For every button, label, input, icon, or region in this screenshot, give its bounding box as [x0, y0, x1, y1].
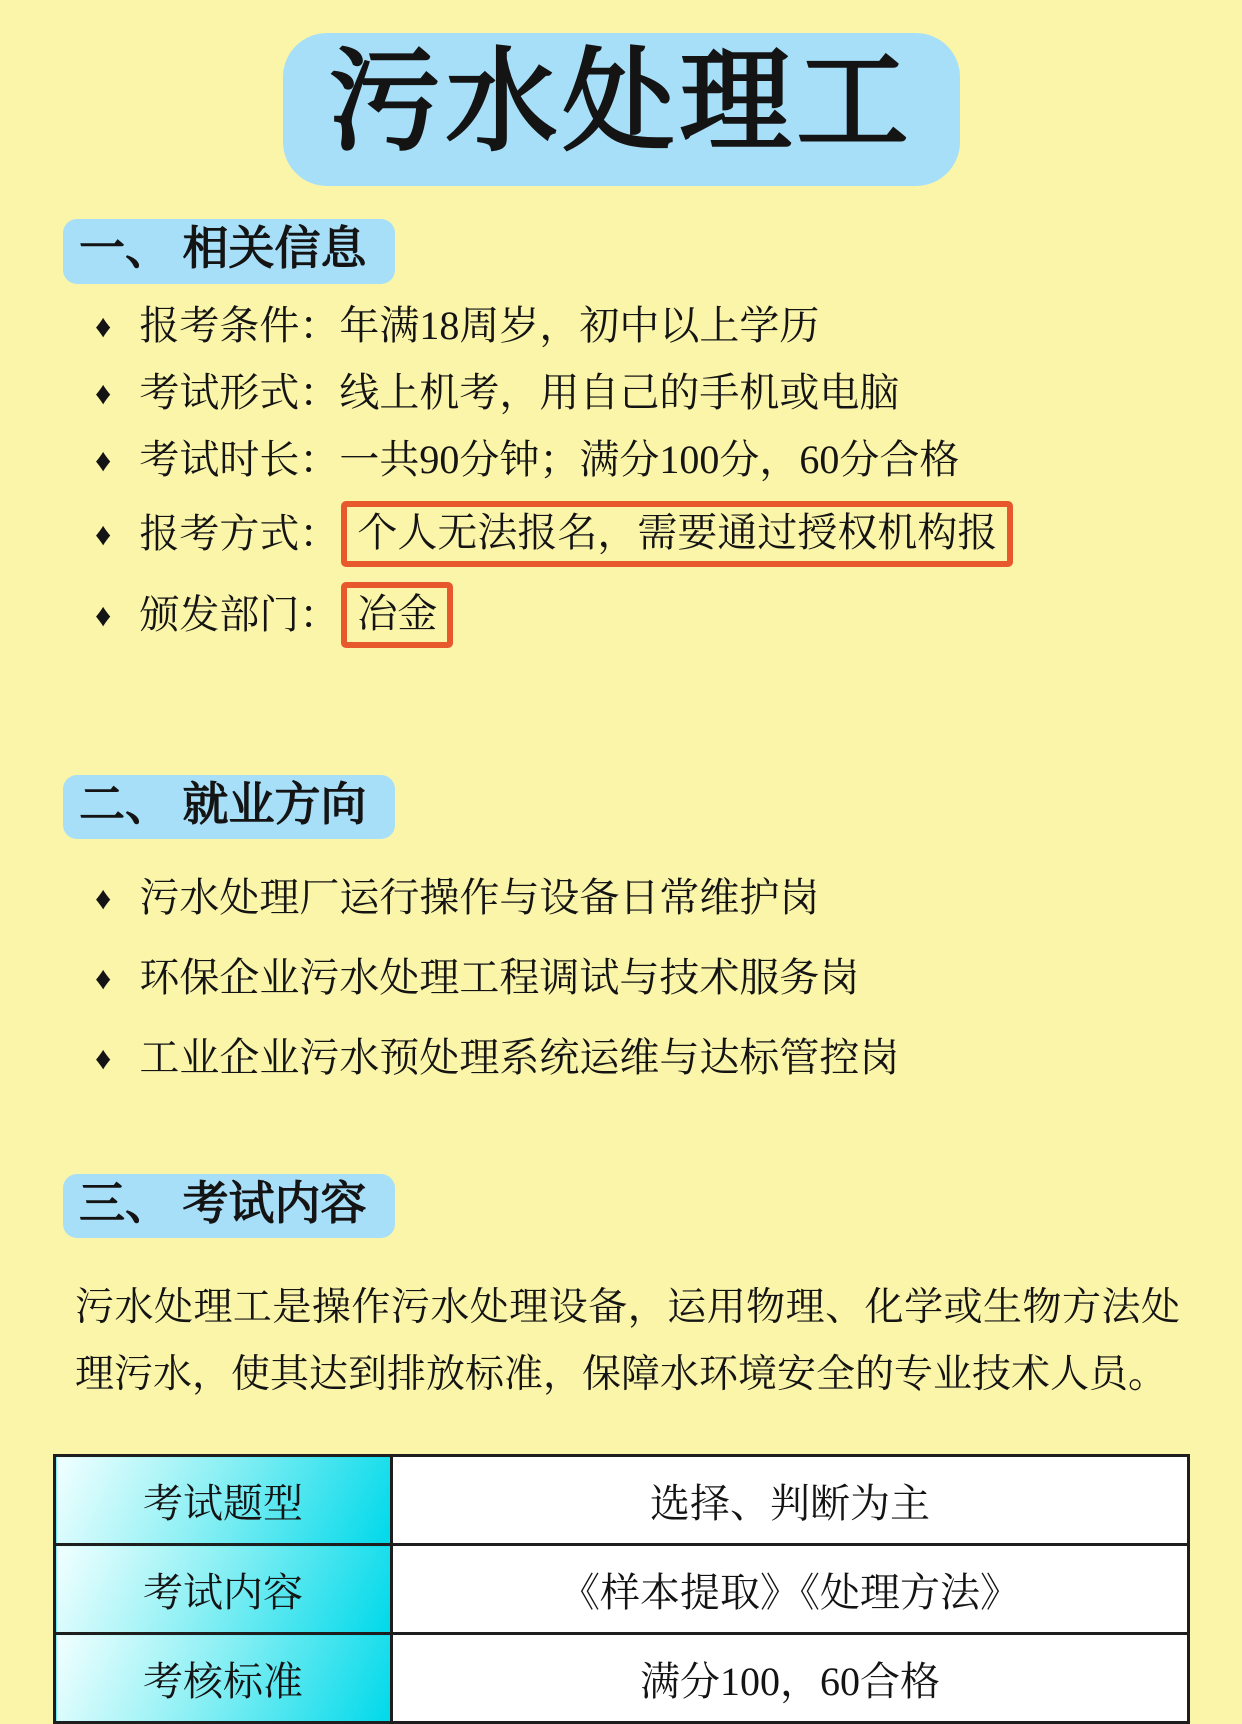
item-label: 报考方式： — [139, 510, 340, 556]
table-value-cell: 《样本提取》《处理方法》 — [392, 1545, 1189, 1634]
item-label: 报考条件： — [139, 302, 340, 348]
list-item — [95, 501, 1242, 567]
diamond-bullet-icon: ♦ — [95, 441, 112, 478]
table-row — [55, 1545, 1189, 1634]
section-heading-related-info: 一、 相关信息 — [63, 219, 395, 283]
item-value: 污水处理厂运行操作与设备日常维护岗 — [139, 875, 820, 921]
employment-list — [95, 871, 1242, 1085]
exam-description-paragraph: 污水处理工是操作污水处理设备，运用物理、化学或生物方法处理污水，使其达到排放标准，保障水环境安全的专业技术人员。 — [75, 1286, 1180, 1397]
item-value: 环保企业污水处理工程调试与技术服务岗 — [139, 955, 860, 1001]
diamond-bullet-icon: ♦ — [95, 1040, 112, 1077]
item-value: 线上机考，用自己的手机或电脑 — [339, 369, 900, 415]
table-value-cell: 满分100，60合格 — [392, 1634, 1189, 1723]
list-item — [95, 951, 1242, 1005]
page-title: 污水处理工 — [283, 33, 960, 186]
item-value: 工业企业污水预处理系统运维与达标管控岗 — [139, 1035, 900, 1081]
diamond-bullet-icon: ♦ — [95, 880, 112, 917]
table-row — [55, 1634, 1189, 1723]
list-item — [95, 582, 1242, 648]
section-heading-employment: 二、 就业方向 — [63, 775, 395, 839]
diamond-bullet-icon: ♦ — [95, 374, 112, 411]
list-item — [95, 871, 1242, 925]
related-info-list — [95, 300, 1242, 648]
item-label: 考试时长： — [139, 436, 340, 482]
item-value-highlight-box: 冶金 — [341, 582, 453, 648]
list-item — [95, 1031, 1242, 1085]
list-item — [95, 300, 1242, 352]
table-header-cell: 考试内容 — [55, 1545, 392, 1634]
item-label: 考试形式： — [139, 369, 340, 415]
list-item — [95, 434, 1242, 486]
list-item — [95, 367, 1242, 419]
table-header-cell: 考核标准 — [55, 1634, 392, 1723]
diamond-bullet-icon: ♦ — [95, 515, 112, 552]
item-label: 颁发部门： — [139, 591, 340, 637]
title-wrap — [0, 0, 1242, 186]
diamond-bullet-icon: ♦ — [95, 307, 112, 344]
item-value-highlight-box: 个人无法报名，需要通过授权机构报 — [341, 501, 1013, 567]
table-value-cell: 选择、判断为主 — [392, 1456, 1189, 1545]
item-value: 一共90分钟；满分100分，60分合格 — [339, 436, 960, 482]
diamond-bullet-icon: ♦ — [95, 596, 112, 633]
table-header-cell: 考试题型 — [55, 1456, 392, 1545]
diamond-bullet-icon: ♦ — [95, 960, 112, 997]
exam-info-table — [53, 1454, 1190, 1724]
item-value: 年满18周岁，初中以上学历 — [339, 302, 820, 348]
table-row — [55, 1456, 1189, 1545]
section-heading-exam-content: 三、 考试内容 — [63, 1174, 395, 1238]
